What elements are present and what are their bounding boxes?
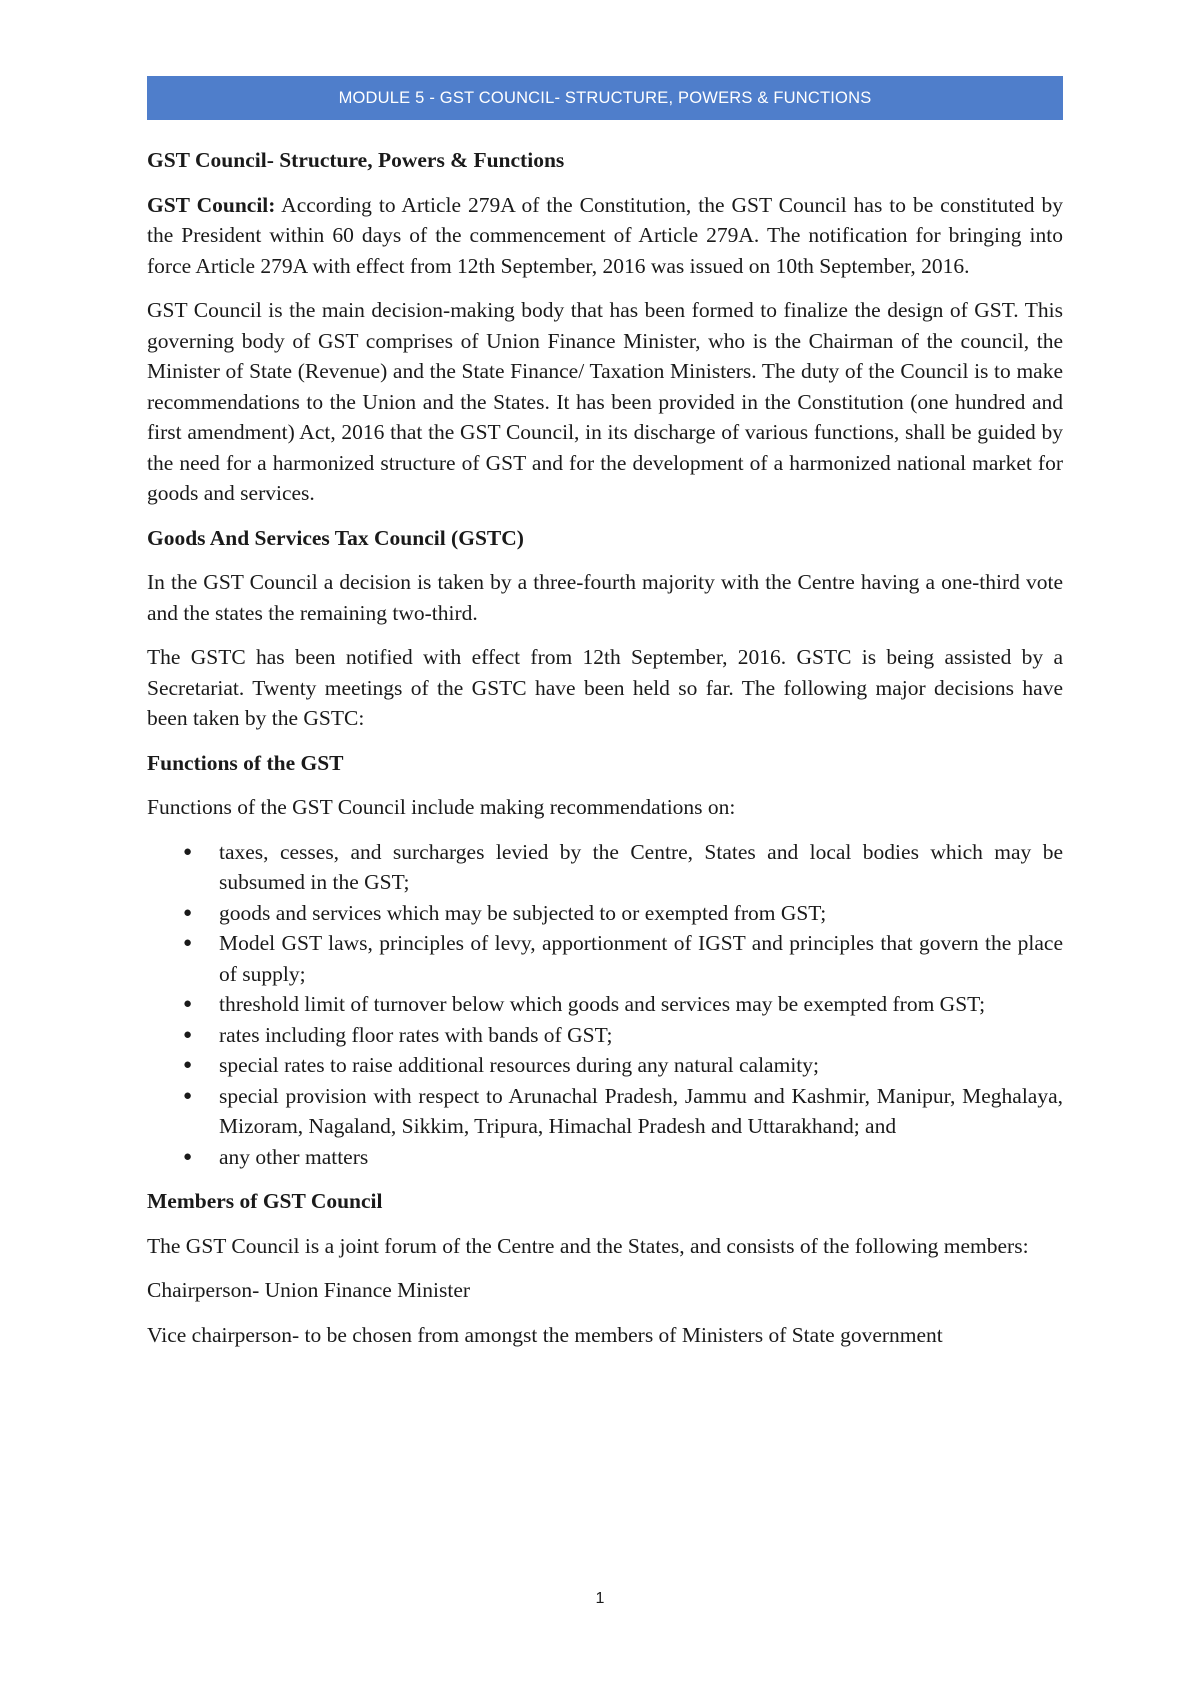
bullet-icon: ● bbox=[183, 996, 193, 1012]
bullet-icon: ● bbox=[183, 843, 193, 860]
vice-chairperson-line: Vice chairperson- to be chosen from amongst the members of Ministers of State government bbox=[147, 1322, 943, 1347]
bullet-icon: ● bbox=[183, 1148, 193, 1165]
list-item: ● taxes, cesses, and surcharges levied by the Centre, States and local bodies which may be subsumed in the GST; bbox=[219, 837, 1063, 898]
list-item: ● any other matters bbox=[219, 1142, 1063, 1173]
gstc-heading: Goods And Services Tax Council (GSTC) bbox=[147, 525, 524, 550]
list-item: ● special rates to raise additional resources during any natural calamity; bbox=[219, 1050, 1063, 1081]
functions-heading: Functions of the GST bbox=[147, 750, 344, 775]
members-heading: Members of GST Council bbox=[147, 1189, 383, 1213]
list-item: ● special provision with respect to Arunachal Pradesh, Jammu and Kashmir, Manipur, Meghalaya, Mizoram, Nagaland, Sikkim, Tripura, Himachal Pradesh and Uttarakhand; and bbox=[219, 1081, 1063, 1142]
bullet-icon: ● bbox=[183, 1087, 193, 1104]
intro-paragraph bbox=[147, 190, 1063, 282]
list-item: ● rates including floor rates with bands of GST; bbox=[219, 1020, 1063, 1051]
bullet-icon: ● bbox=[183, 904, 193, 921]
intro-label: GST Council: bbox=[147, 192, 276, 217]
voting-paragraph: In the GST Council a decision is taken by a three-fourth majority with the Centre having a one-third vote and the states the remaining two-third. bbox=[147, 570, 1063, 625]
module-header-bar bbox=[147, 76, 1063, 120]
module-header-title: MODULE 5 - GST COUNCIL- STRUCTURE, POWERS & FUNCTIONS bbox=[338, 88, 872, 107]
functions-intro: Functions of the GST Council include making recommendations on: bbox=[147, 795, 736, 819]
bullet-icon: ● bbox=[183, 1026, 193, 1043]
chairperson-line: Chairperson- Union Finance Minister bbox=[147, 1278, 471, 1302]
bullet-icon: ● bbox=[183, 935, 193, 951]
list-item: ● Model GST laws, principles of levy, apportionment of IGST and principles that govern the place of supply; bbox=[219, 928, 1063, 989]
document-title: GST Council- Structure, Powers & Functions bbox=[147, 148, 565, 172]
list-item: ● goods and services which may be subjected to or exempted from GST; bbox=[219, 898, 1063, 929]
document-body bbox=[147, 145, 1063, 1364]
bullet-icon: ● bbox=[183, 1057, 193, 1073]
members-intro: The GST Council is a joint forum of the Centre and the States, and consists of the following members: bbox=[147, 1233, 1029, 1258]
page-number: 1 bbox=[595, 1590, 605, 1607]
intro-text: According to Article 279A of the Constitution, the GST Council has to be constituted by the President within 60 days of the commencement of Article 279A. The notification for bringing into force Article 279A with effect from 12th September, 2016 was issued on 10th September, 2016. bbox=[147, 192, 1063, 278]
list-item: ● threshold limit of turnover below which goods and services may be exempted from GST; bbox=[219, 989, 1063, 1020]
council-description-paragraph: GST Council is the main decision-making body that has been formed to finalize the design of GST. This governing body of GST comprises of Union Finance Minister, who is the Chairman of the council, the Minister of State (Revenue) and the State Finance/ Taxation Ministers. The duty of the Council is to make recommendations to the Union and the States. It has been provided in the Constitution (one hundred and first amendment) Act, 2016 that the GST Council, in its discharge of various functions, shall be guided by the need for a harmonized structure of GST and for the development of a harmonized national market for goods and services. bbox=[147, 298, 1063, 505]
functions-list bbox=[147, 837, 1063, 1173]
gstc-notification-paragraph: The GSTC has been notified with effect from 12th September, 2016. GSTC is being assisted by a Secretariat. Twenty meetings of the GSTC have been held so far. The following major decisions have been taken by the GSTC: bbox=[147, 645, 1063, 730]
